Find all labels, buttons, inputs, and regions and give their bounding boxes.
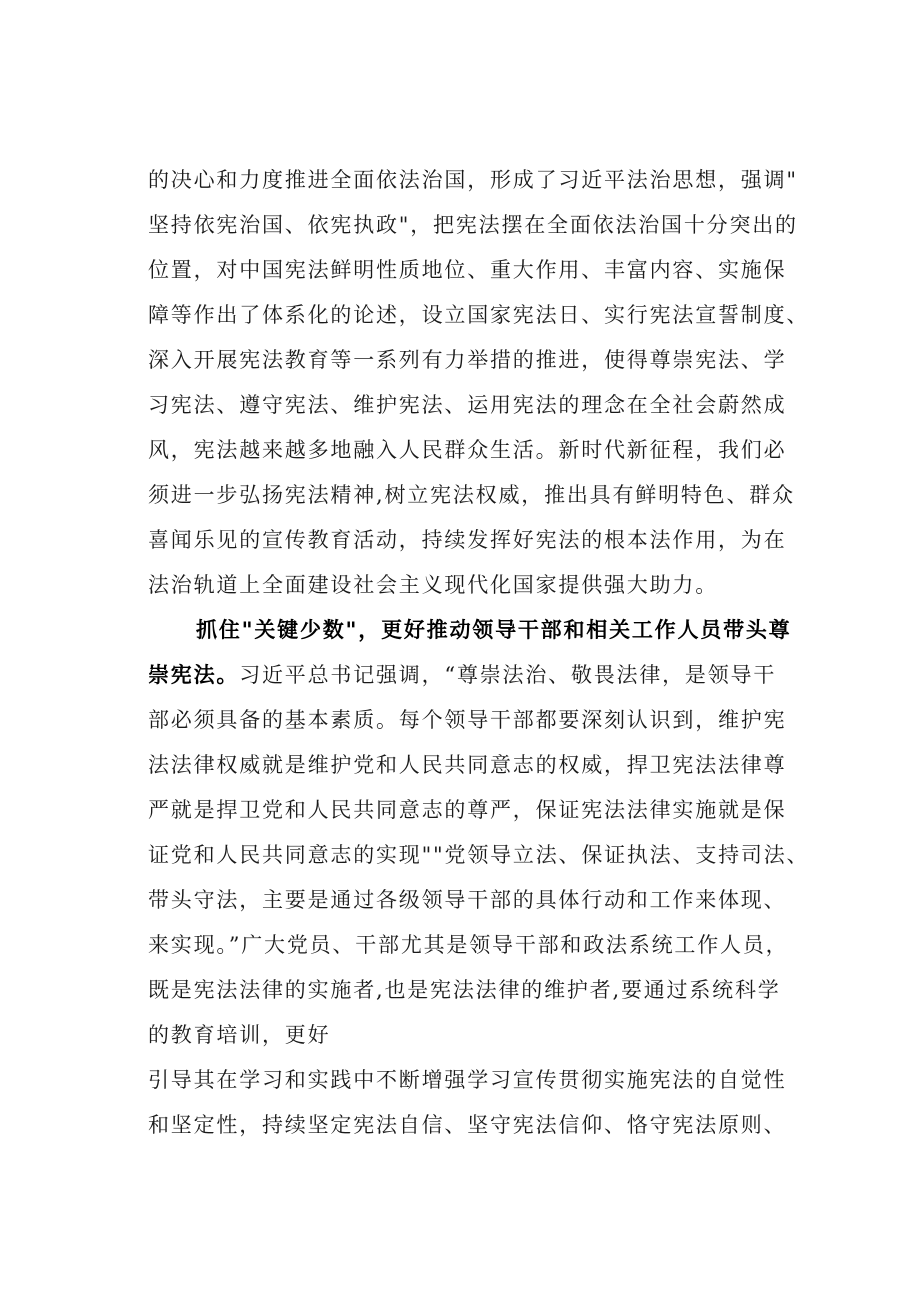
- text-line: 部必须具备的基本素质。每个领导干部都要深刻认识到，维护宪: [148, 708, 787, 732]
- text-line: 深入开展宪法教育等一系列有力举措的推进，使得尊崇宪法、学: [148, 348, 787, 372]
- text-line: 和坚定性，持续坚定宪法自信、坚守宪法信仰、恪守宪法原则、: [148, 1113, 787, 1137]
- text-line: 带头守法，主要是通过各级领导干部的具体行动和工作来体现、: [148, 888, 787, 912]
- text-line: [148, 653, 828, 697]
- text-line: 法法律权威就是维护党和人民共同意志的权威，捍卫宪法法律尊: [148, 753, 787, 777]
- text-span: 习近平总书记强调，“尊崇法治、敬畏法律，是领导干: [239, 663, 777, 687]
- section-heading: 抓住"关键少数"，更好推动领导干部和相关工作人员带头尊: [196, 617, 792, 642]
- text-line: 须进一步弘扬宪法精神,树立宪法权威，推出具有鲜明特色、群众: [148, 483, 795, 507]
- text-line: 喜闻乐见的宣传教育活动，持续发挥好宪法的根本法作用，为在: [148, 528, 787, 552]
- text-line: 证党和人民共同意志的实现""党领导立法、保证执法、支持司法、: [148, 843, 810, 867]
- text-line: 位置，对中国宪法鲜明性质地位、重大作用、丰富内容、实施保: [148, 258, 787, 282]
- text-line: 既是宪法法律的实施者,也是宪法法律的维护者,要通过系统科学: [148, 978, 781, 1002]
- text-line: 风，宪法越来越多地融入人民群众生活。新时代新征程，我们必: [148, 438, 787, 462]
- text-line: 法治轨道上全面建设社会主义现代化国家提供强大助力。: [148, 573, 718, 597]
- text-line: 的教育培训，更好: [148, 1023, 331, 1047]
- text-line: 习宪法、遵守宪法、维护宪法、运用宪法的理念在全社会蔚然成: [148, 393, 787, 417]
- text-line: 坚持依宪治国、依宪执政"，把宪法摆在全面依法治国十分突出的: [148, 213, 798, 237]
- text-line: 引导其在学习和实践中不断增强学习宣传贯彻实施宪法的自觉性: [148, 1068, 787, 1092]
- text-line: 障等作出了体系化的论述，设立国家宪法日、实行宪法宣誓制度、: [148, 303, 810, 327]
- text-line: 来实现。”广大党员、干部尤其是领导干部和政法系统工作人员，: [148, 933, 789, 957]
- text-line: 的决心和力度推进全面依法治国，形成了习近平法治思想，强调": [148, 168, 798, 192]
- text-line: 严就是捍卫党和人民共同意志的尊严，保证宪法法律实施就是保: [148, 798, 787, 822]
- section-heading-end: 崇宪法。: [148, 662, 240, 687]
